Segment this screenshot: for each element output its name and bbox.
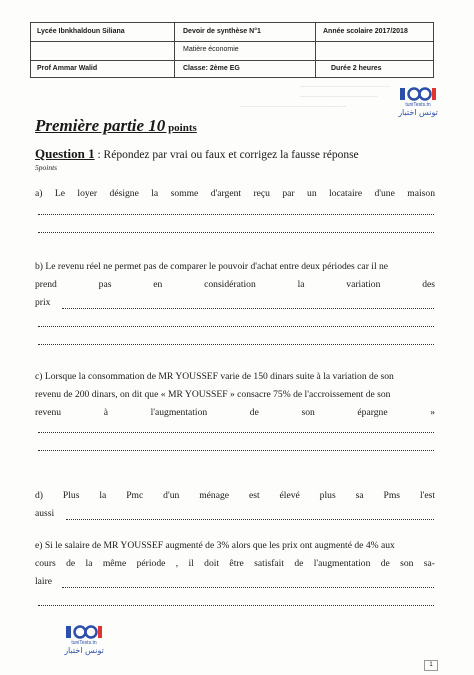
item-c-line-1: c) Lorsque la consommation de MR YOUSSEF varie de 150 dinars suite à la variation de son xyxy=(35,371,394,382)
item-e-line-1: e) Si le salaire de MR YOUSSEF augmenté de 3% alors que les prix ont augmenté de 4% aux xyxy=(35,540,395,551)
bleed-through-text: ~~~~~~~~~~~~~~~~~~~~~~ xyxy=(300,84,390,91)
answer-line xyxy=(38,232,434,233)
item-e-line-2: cours de la même période , il doit être satisfait de l'augmentation de son sa- xyxy=(35,558,435,569)
teacher-name: Prof Ammar Walid xyxy=(37,65,98,72)
item-b-line-1: b) Le revenu réel ne permet pas de comparer le pouvoir d'achat entre deux périodes car il ne xyxy=(35,261,389,272)
item-b-line-3: prix xyxy=(35,297,51,308)
item-c-line-3: revenu à l'augmentation de son épargne » xyxy=(35,407,435,418)
school-name: Lycée Ibnkhaldoun Siliana xyxy=(37,28,125,35)
bleed-through-text: ~~~~~~~~~~~~~~~~~~~ xyxy=(300,94,378,101)
exam-duration: Durée 2 heures xyxy=(331,65,382,72)
bleed-through-text: ~~~~~~~~~~~~~~~~~~~~~~~~~~ xyxy=(240,104,347,111)
answer-line xyxy=(38,450,434,451)
item-c-line-2: revenu de 200 dinars, on dit que « MR YOUSSEF » consacre 75% de l'accroissement de son xyxy=(35,389,391,400)
part-title-text: Première partie 10 xyxy=(35,116,166,135)
logo-text: tuniTests.tn xyxy=(71,640,97,646)
item-d-line-2: aussi xyxy=(35,508,55,519)
exam-header xyxy=(30,22,434,78)
school-year: Année scolaire 2017/2018 xyxy=(323,28,408,35)
question-label: Question 1 xyxy=(35,146,95,161)
subject: Matière économie xyxy=(183,46,239,53)
part-points: points xyxy=(165,122,197,134)
tunitests-logo-top xyxy=(398,86,438,120)
logo-arabic: تونس اختبار xyxy=(398,108,438,117)
answer-line xyxy=(38,344,434,345)
question-1 xyxy=(35,146,359,162)
answer-line xyxy=(66,519,434,520)
answer-line xyxy=(62,308,434,309)
tunitests-logo-bottom xyxy=(64,624,104,658)
item-a-line-1: a) Le loyer désigne la somme d'argent reçu par un locataire d'une maison xyxy=(35,188,435,199)
answer-line xyxy=(38,605,434,606)
item-e-line-3: laire xyxy=(35,576,53,587)
answer-line xyxy=(38,214,434,215)
part-title xyxy=(35,116,197,136)
question-instruction: : Répondez par vrai ou faux et corrigez la fausse réponse xyxy=(94,149,359,161)
item-d-line-1: d) Plus la Pmc d'un ménage est élevé plus sa Pms l'est xyxy=(35,490,435,501)
logo-icon xyxy=(64,624,104,640)
exam-title: Devoir de synthèse N°1 xyxy=(183,28,261,35)
item-b-line-2: prend pas en considération la variation des xyxy=(35,279,435,290)
logo-arabic: تونس اختبار xyxy=(64,646,104,655)
answer-line xyxy=(62,587,434,588)
page-number: 1 xyxy=(424,660,438,671)
class-level: Classe: 2ème EG xyxy=(183,65,240,72)
logo-icon xyxy=(398,86,438,102)
question-points: 5points xyxy=(35,163,58,172)
answer-line xyxy=(38,432,434,433)
logo-text: tuniTests.tn xyxy=(405,102,431,108)
answer-line xyxy=(38,326,434,327)
